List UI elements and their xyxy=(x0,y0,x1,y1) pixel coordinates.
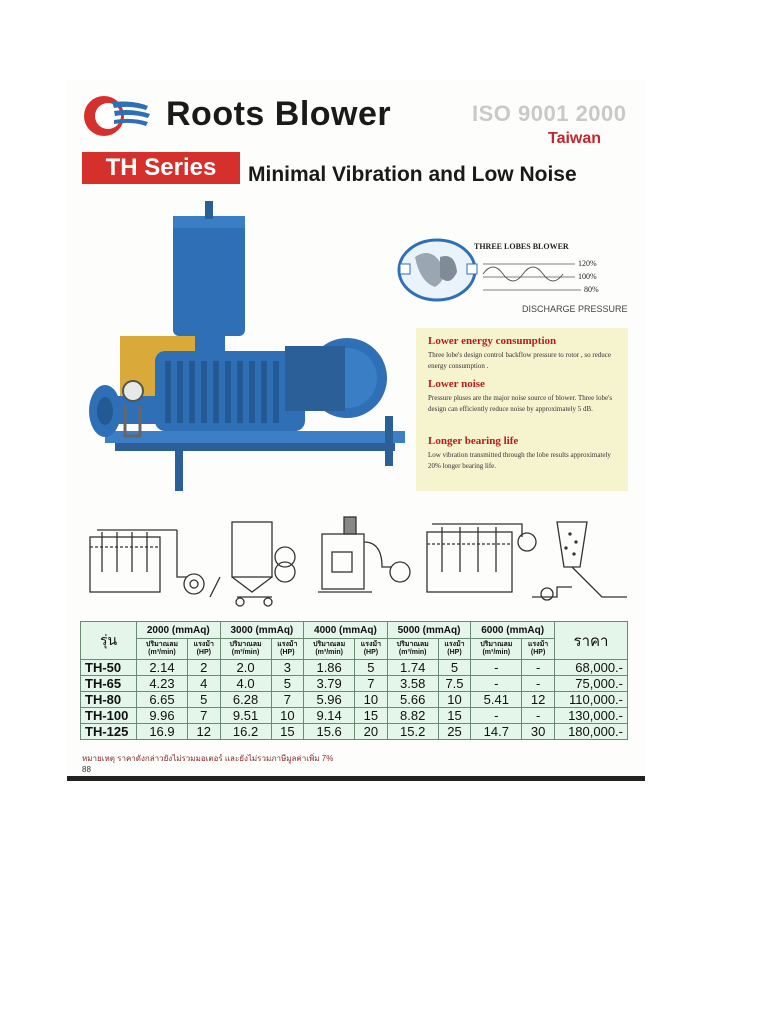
flow-subheader: ปริมาณลม (m³/min) xyxy=(387,639,438,660)
table-cell: 7 xyxy=(271,692,304,708)
blower-illustration xyxy=(85,196,415,496)
flow-subheader: ปริมาณลม (m³/min) xyxy=(137,639,188,660)
price-cell: 68,000.- xyxy=(555,660,628,676)
price-column-header: ราคา xyxy=(555,622,628,660)
table-cell: 5.96 xyxy=(304,692,355,708)
table-cell: 9.96 xyxy=(137,708,188,724)
flow-subheader: ปริมาณลม (m³/min) xyxy=(304,639,355,660)
table-cell: 7.5 xyxy=(438,676,471,692)
series-badge: TH Series xyxy=(82,152,240,184)
origin-label: Taiwan xyxy=(548,130,602,147)
table-cell: 7 xyxy=(355,676,388,692)
table-cell: 4.0 xyxy=(220,676,271,692)
table-cell: 15 xyxy=(355,708,388,724)
iso-badge: ISO 9001 2000 xyxy=(472,101,627,126)
table-cell: - xyxy=(522,708,555,724)
company-logo xyxy=(82,92,152,140)
feature-heading: Lower noise xyxy=(428,378,485,390)
table-cell: - xyxy=(471,708,522,724)
table-cell: 6.65 xyxy=(137,692,188,708)
table-cell: 3.58 xyxy=(387,676,438,692)
pressure-header: 3000 (mmAq) xyxy=(220,622,304,639)
application-diagrams xyxy=(82,512,632,612)
table-row xyxy=(81,676,628,692)
model-column-header: รุ่น xyxy=(81,622,137,660)
level-label: 120% xyxy=(578,259,597,268)
table-cell: 10 xyxy=(355,692,388,708)
feature-text: Low vibration transmitted through the lobe results approximately 20% longer bearing life. xyxy=(428,451,611,470)
power-subheader: แรงม้า (HP) xyxy=(438,639,471,660)
power-subheader: แรงม้า (HP) xyxy=(271,639,304,660)
pressure-header: 5000 (mmAq) xyxy=(387,622,471,639)
table-cell: 5 xyxy=(271,676,304,692)
pressure-header: 2000 (mmAq) xyxy=(137,622,221,639)
feature-heading: Lower energy consumption xyxy=(428,335,557,347)
level-label: 80% xyxy=(584,285,599,294)
table-cell: 2.14 xyxy=(137,660,188,676)
table-cell: 12 xyxy=(522,692,555,708)
table-cell: 9.14 xyxy=(304,708,355,724)
table-cell: 16.9 xyxy=(137,724,188,740)
model-cell: TH-80 xyxy=(81,692,137,708)
table-cell: 5.41 xyxy=(471,692,522,708)
table-row xyxy=(81,724,628,740)
table-cell: 1.74 xyxy=(387,660,438,676)
table-cell: 10 xyxy=(271,708,304,724)
table-cell: - xyxy=(471,660,522,676)
table-cell: 5 xyxy=(187,692,220,708)
page-number: 88 xyxy=(82,765,91,774)
lobes-diagram-title: THREE LOBES BLOWER xyxy=(474,242,569,251)
price-cell: 110,000.- xyxy=(555,692,628,708)
discharge-pressure-label: DISCHARGE PRESSURE xyxy=(522,304,628,314)
table-cell: 15.2 xyxy=(387,724,438,740)
table-cell: 9.51 xyxy=(220,708,271,724)
table-cell: 2 xyxy=(187,660,220,676)
table-cell: 15 xyxy=(271,724,304,740)
table-cell: 16.2 xyxy=(220,724,271,740)
table-cell: 25 xyxy=(438,724,471,740)
table-cell: 7 xyxy=(187,708,220,724)
table-cell: 8.82 xyxy=(387,708,438,724)
table-cell: 15 xyxy=(438,708,471,724)
table-cell: - xyxy=(522,676,555,692)
table-cell: 10 xyxy=(438,692,471,708)
table-cell: 1.86 xyxy=(304,660,355,676)
model-cell: TH-50 xyxy=(81,660,137,676)
flow-subheader: ปริมาณลม (m³/min) xyxy=(220,639,271,660)
table-cell: 14.7 xyxy=(471,724,522,740)
table-row xyxy=(81,660,628,676)
feature-text: Pressure pluses are the major noise source of blower. Three lobe's design can efficiently reduce noise by approximately 5 dB. xyxy=(428,394,613,413)
feature-text: Three lobe's design control backflow pressure to rotor , so reduce energy consumption . xyxy=(428,351,612,370)
table-cell: 12 xyxy=(187,724,220,740)
table-cell: 5 xyxy=(438,660,471,676)
tagline: Minimal Vibration and Low Noise xyxy=(248,163,577,186)
table-cell: 4 xyxy=(187,676,220,692)
power-subheader: แรงม้า (HP) xyxy=(187,639,220,660)
table-cell: 5.66 xyxy=(387,692,438,708)
table-cell: - xyxy=(522,660,555,676)
model-cell: TH-65 xyxy=(81,676,137,692)
table-cell: 2.0 xyxy=(220,660,271,676)
table-header-row xyxy=(81,622,628,639)
price-cell: 130,000.- xyxy=(555,708,628,724)
page-title: Roots Blower xyxy=(166,95,392,133)
table-row xyxy=(81,708,628,724)
table-cell: 15.6 xyxy=(304,724,355,740)
power-subheader: แรงม้า (HP) xyxy=(355,639,388,660)
footnote: หมายเหตุ ราคาดังกล่าวยังไม่รวมมอเตอร์ และยังไม่รวมภาษีมูลค่าเพิ่ม 7% xyxy=(82,754,334,763)
price-cell: 180,000.- xyxy=(555,724,628,740)
power-subheader: แรงม้า (HP) xyxy=(522,639,555,660)
bottom-rule xyxy=(67,776,645,781)
table-subheader-row xyxy=(81,639,628,660)
table-cell: 4.23 xyxy=(137,676,188,692)
table-cell: 3.79 xyxy=(304,676,355,692)
flow-subheader: ปริมาณลม (m³/min) xyxy=(471,639,522,660)
table-cell: 6.28 xyxy=(220,692,271,708)
model-cell: TH-125 xyxy=(81,724,137,740)
level-label: 100% xyxy=(578,272,597,281)
price-cell: 75,000.- xyxy=(555,676,628,692)
model-cell: TH-100 xyxy=(81,708,137,724)
table-cell: 20 xyxy=(355,724,388,740)
feature-heading: Longer bearing life xyxy=(428,435,519,447)
table-row xyxy=(81,692,628,708)
pressure-header: 6000 (mmAq) xyxy=(471,622,555,639)
table-cell: 3 xyxy=(271,660,304,676)
spec-table xyxy=(80,621,628,740)
pressure-header: 4000 (mmAq) xyxy=(304,622,388,639)
table-cell: 30 xyxy=(522,724,555,740)
table-cell: 5 xyxy=(355,660,388,676)
table-cell: - xyxy=(471,676,522,692)
